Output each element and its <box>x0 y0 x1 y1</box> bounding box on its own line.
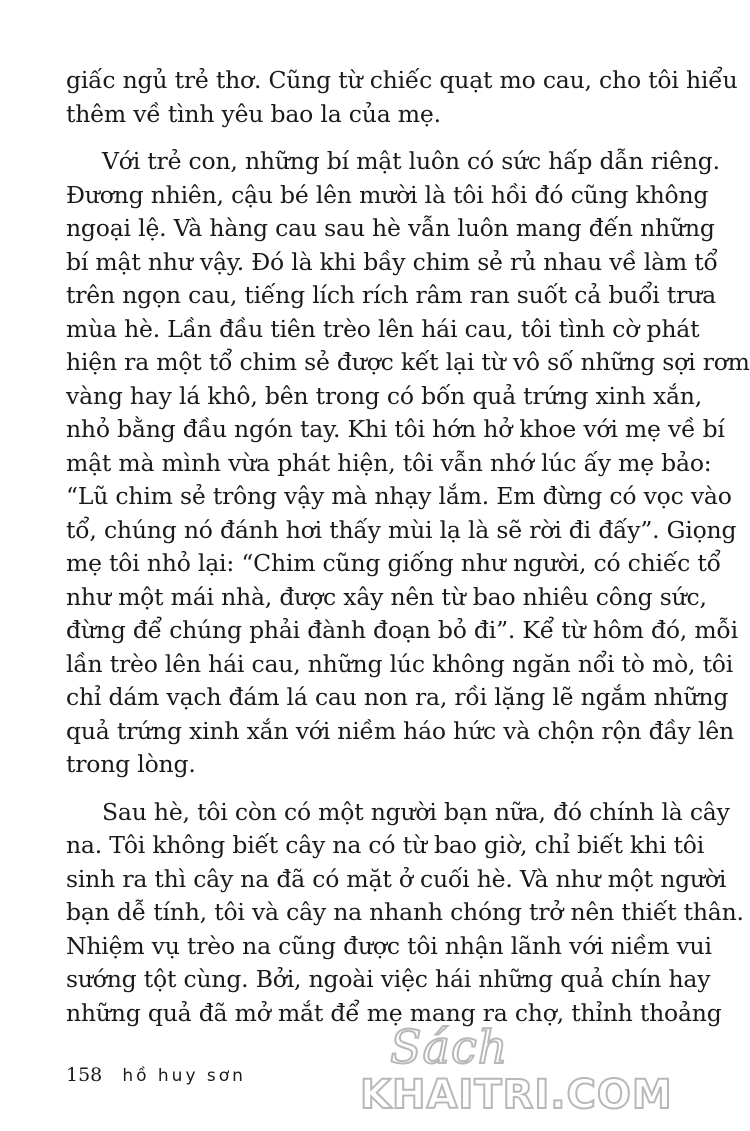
text-line: quả trứng xinh xắn với niềm háo hức và chộn rộn đầy lên <box>66 716 734 745</box>
text-line: như một mái nhà, được xây nên từ bao nhiêu công sức, <box>66 582 707 611</box>
text-line: trên ngọn cau, tiếng lích rích râm ran suốt cả buổi trưa <box>66 281 716 309</box>
text-line: lần trèo lên hái cau, những lúc không ngăn nổi tò mò, tôi <box>66 649 734 678</box>
text-line: hiện ra một tổ chim sẻ được kết lại từ vô số những sợi rơm <box>66 348 750 376</box>
text-line: thêm về tình yêu bao la của mẹ. <box>66 99 441 128</box>
text-line: mật mà mình vừa phát hiện, tôi vẫn nhớ lúc ấy mẹ bảo: <box>66 448 712 477</box>
text-line: trong lòng. <box>66 750 196 778</box>
book-page-text <box>66 64 750 1030</box>
text-line: chỉ dám vạch đám lá cau non ra, rồi lặng lẽ ngắm những <box>66 683 729 711</box>
paragraph-1 <box>66 64 738 131</box>
text-line: Sau hè, tôi còn có một người bạn nữa, đó chính là cây <box>102 797 730 826</box>
paragraph-3 <box>66 796 744 1031</box>
text-line: tổ, chúng nó đánh hơi thấy mùi lạ là sẽ rời đi đấy”. Giọng <box>66 515 737 544</box>
watermark-logo <box>360 1020 690 1125</box>
running-author: hồ huy sơn <box>122 1066 246 1086</box>
text-line: đừng để chúng phải đành đoạn bỏ đi”. Kể từ hôm đó, mỗi <box>66 616 738 644</box>
paragraph-2 <box>66 145 750 782</box>
text-line: mùa hè. Lần đầu tiên trèo lên hái cau, tôi tình cờ phát <box>66 314 700 343</box>
watermark-script-text: Sách <box>390 1020 509 1074</box>
text-line: giấc ngủ trẻ thơ. Cũng từ chiếc quạt mo cau, cho tôi hiểu <box>66 66 738 94</box>
text-line: bí mật như vậy. Đó là khi bầy chim sẻ rủ nhau về làm tổ <box>66 247 718 276</box>
text-line: Với trẻ con, những bí mật luôn có sức hấp dẫn riêng. <box>102 147 720 175</box>
page-number: 158 <box>66 1064 103 1086</box>
text-line: vàng hay lá khô, bên trong có bốn quả trứng xinh xắn, <box>66 381 703 410</box>
text-line: sướng tột cùng. Bởi, ngoài việc hái những quả chín hay <box>66 965 711 993</box>
text-line: na. Tôi không biết cây na có từ bao giờ, chỉ biết khi tôi <box>66 831 705 859</box>
text-line: Nhiệm vụ trèo na cũng được tôi nhận lãnh với niềm vui <box>66 931 712 960</box>
text-line: bạn dễ tính, tôi và cây na nhanh chóng trở nên thiết thân. <box>66 898 744 926</box>
page-footer <box>66 1063 246 1088</box>
text-line: những quả đã mở mắt để mẹ mang ra chợ, thỉnh thoảng <box>66 998 722 1027</box>
text-line: Đương nhiên, cậu bé lên mười là tôi hồi đó cũng không <box>66 180 709 209</box>
text-line: ngoại lệ. Và hàng cau sau hè vẫn luôn mang đến những <box>66 214 715 242</box>
text-line: mẹ tôi nhỏ lại: “Chim cũng giống như người, có chiếc tổ <box>66 549 721 577</box>
text-line: “Lũ chim sẻ trông vậy mà nhạy lắm. Em đừng có vọc vào <box>66 482 732 510</box>
watermark-brand-text: KHAITRI.COM <box>360 1072 673 1118</box>
text-line: nhỏ bằng đầu ngón tay. Khi tôi hớn hở khoe với mẹ về bí <box>66 415 725 443</box>
text-line: sinh ra thì cây na đã có mặt ở cuối hè. Và như một người <box>66 864 727 893</box>
